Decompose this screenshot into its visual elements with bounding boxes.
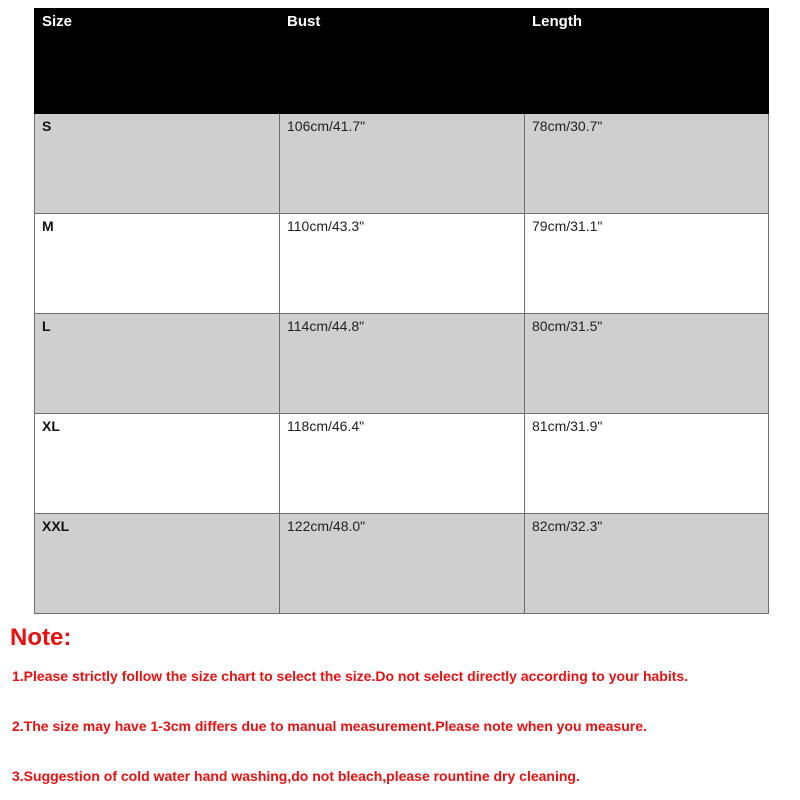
header-bust: Bust: [280, 9, 525, 114]
note-line-1: 1.Please strictly follow the size chart to select the size.Do not select directly according to your habits.: [12, 668, 689, 684]
header-size: Size: [35, 9, 280, 114]
table-row: [35, 414, 769, 514]
table-row: [35, 314, 769, 414]
header-length: Length: [525, 9, 769, 114]
note-line-2: 2.The size may have 1-3cm differs due to manual measurement.Please note when you measure.: [12, 718, 647, 734]
length-cell: 82cm/32.3": [525, 514, 769, 614]
bust-cell: 122cm/48.0": [280, 514, 525, 614]
table-row: [35, 214, 769, 314]
bust-cell: 114cm/44.8": [280, 314, 525, 414]
size-cell: XL: [35, 414, 280, 514]
length-cell: 78cm/30.7": [525, 114, 769, 214]
note-line-3: 3.Suggestion of cold water hand washing,do not bleach,please rountine dry cleaning.: [12, 768, 580, 784]
table-row: [35, 114, 769, 214]
length-cell: 81cm/31.9": [525, 414, 769, 514]
bust-cell: 110cm/43.3": [280, 214, 525, 314]
size-cell: L: [35, 314, 280, 414]
size-cell: XXL: [35, 514, 280, 614]
bust-cell: 106cm/41.7": [280, 114, 525, 214]
length-cell: 80cm/31.5": [525, 314, 769, 414]
length-cell: 79cm/31.1": [525, 214, 769, 314]
size-chart-table: [34, 8, 769, 614]
note-title: Note:: [10, 624, 72, 651]
table-row: [35, 514, 769, 614]
size-cell: M: [35, 214, 280, 314]
bust-cell: 118cm/46.4": [280, 414, 525, 514]
table-header-row: [35, 9, 769, 114]
size-cell: S: [35, 114, 280, 214]
